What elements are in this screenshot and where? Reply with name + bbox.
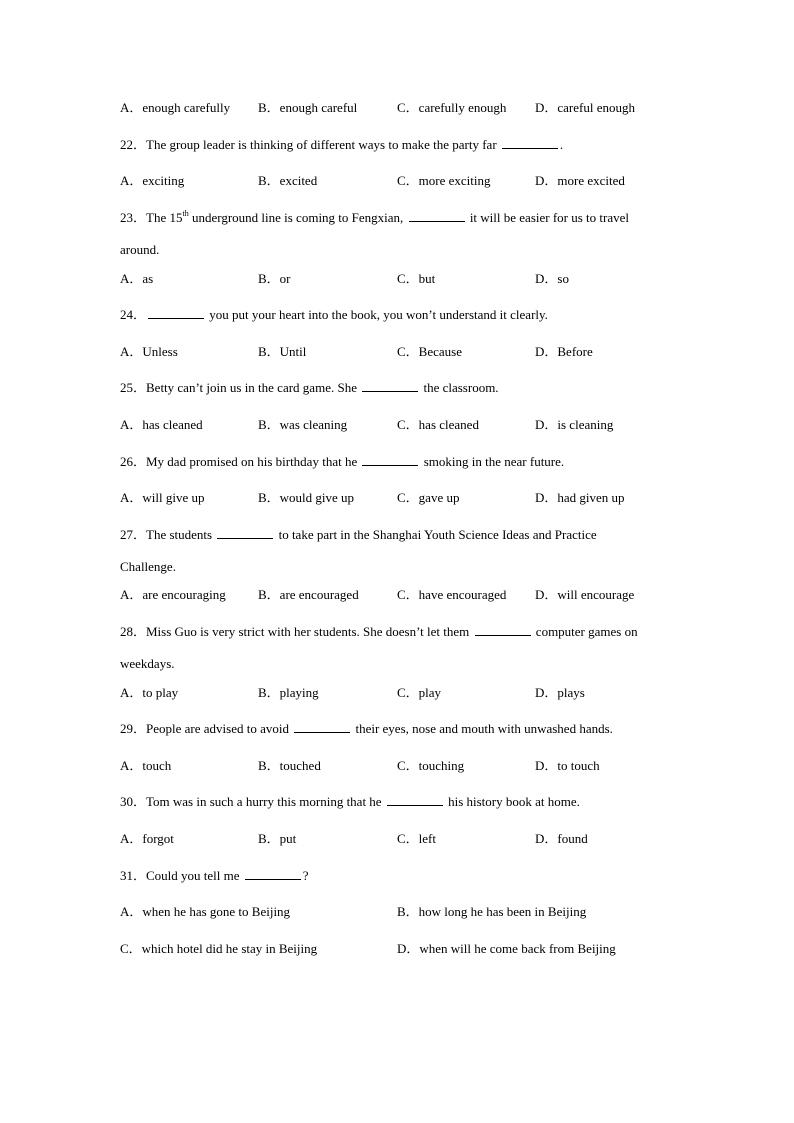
q26-option-c: C．gave up xyxy=(397,490,460,505)
q28-options xyxy=(120,685,680,701)
q27-option-a: A．are encouraging xyxy=(120,587,226,602)
q21-option-c: C．carefully enough xyxy=(397,100,507,115)
q21-options xyxy=(120,100,680,116)
q29-option-b: B．touched xyxy=(258,758,321,773)
q23-option-a: A．as xyxy=(120,271,154,286)
q23-option-b: B．or xyxy=(258,271,291,286)
q24-option-a: A．Unless xyxy=(120,344,178,359)
q29-options xyxy=(120,758,680,774)
q28-option-c: C．play xyxy=(397,685,442,700)
q25-option-c: C．has cleaned xyxy=(397,417,479,432)
q21-option-d: D．careful enough xyxy=(535,100,635,115)
q27-stem: 27．The students to take part in the Shanghai Youth Science Ideas and Practice xyxy=(120,527,597,542)
answer-blank xyxy=(475,624,531,636)
q30-option-a: A．forgot xyxy=(120,831,174,846)
q27-option-b: B．are encouraged xyxy=(258,587,359,602)
q31-options-row2 xyxy=(120,941,680,957)
q31-options-row1 xyxy=(120,904,680,920)
q28-option-b: B．playing xyxy=(258,685,319,700)
q22-options xyxy=(120,173,680,189)
q25-option-a: A．has cleaned xyxy=(120,417,203,432)
answer-blank xyxy=(362,454,418,466)
q24-stem: 24． you put your heart into the book, you won’t understand it clearly. xyxy=(120,307,548,322)
q29-option-c: C．touching xyxy=(397,758,465,773)
answer-blank xyxy=(409,210,465,222)
q22-option-c: C．more exciting xyxy=(397,173,491,188)
q22-option-b: B．excited xyxy=(258,173,318,188)
q27-option-d: D．will encourage xyxy=(535,587,635,602)
q31-option-c: C．which hotel did he stay in Beijing xyxy=(120,941,318,956)
q29-stem: 29．People are advised to avoid their eyes, nose and mouth with unwashed hands. xyxy=(120,721,613,736)
q25-stem: 25．Betty can’t join us in the card game. She the classroom. xyxy=(120,380,499,395)
answer-blank xyxy=(387,794,443,806)
q26-stem: 26．My dad promised on his birthday that he smoking in the near future. xyxy=(120,454,565,469)
q26-option-b: B．would give up xyxy=(258,490,355,505)
q22-option-d: D．more excited xyxy=(535,173,625,188)
q30-stem: 30．Tom was in such a hurry this morning that he his history book at home. xyxy=(120,794,580,809)
answer-blank xyxy=(217,527,273,539)
q23-options xyxy=(120,271,680,287)
q30-options xyxy=(120,831,680,847)
q26-option-a: A．will give up xyxy=(120,490,205,505)
q24-options xyxy=(120,344,680,360)
answer-blank xyxy=(362,380,418,392)
q28-stem-continued: weekdays. xyxy=(120,656,175,671)
q27-stem-continued: Challenge. xyxy=(120,559,176,574)
q27-options xyxy=(120,587,680,603)
q22-stem: 22．The group leader is thinking of different ways to make the party far . xyxy=(120,137,564,152)
q28-option-a: A．to play xyxy=(120,685,179,700)
q28-option-d: D．plays xyxy=(535,685,585,700)
q25-option-d: D．is cleaning xyxy=(535,417,614,432)
answer-blank xyxy=(148,307,204,319)
q29-option-d: D．to touch xyxy=(535,758,600,773)
q31-option-b: B．how long he has been in Beijing xyxy=(397,904,587,919)
q21-option-a: A．enough carefully xyxy=(120,100,231,115)
q23-stem-continued: around. xyxy=(120,242,160,257)
q24-option-b: B．Until xyxy=(258,344,307,359)
q31-option-d: D．when will he come back from Beijing xyxy=(397,941,616,956)
q22-option-a: A．exciting xyxy=(120,173,185,188)
q23-option-d: D．so xyxy=(535,271,569,286)
q23-stem: 23．The 15th underground line is coming to Fengxian, it will be easier for us to travel xyxy=(120,208,630,225)
q24-option-d: D．Before xyxy=(535,344,593,359)
q26-option-d: D．had given up xyxy=(535,490,625,505)
q27-option-c: C．have encouraged xyxy=(397,587,507,602)
q30-option-d: D．found xyxy=(535,831,588,846)
q30-option-c: C．left xyxy=(397,831,436,846)
q31-stem: 31．Could you tell me ? xyxy=(120,868,309,883)
q25-options xyxy=(120,417,680,433)
q21-option-b: B．enough careful xyxy=(258,100,358,115)
q31-option-a: A．when he has gone to Beijing xyxy=(120,904,291,919)
q30-option-b: B．put xyxy=(258,831,297,846)
q25-option-b: B．was cleaning xyxy=(258,417,348,432)
q28-stem: 28．Miss Guo is very strict with her students. She doesn’t let them computer games on xyxy=(120,624,638,639)
q24-option-c: C．Because xyxy=(397,344,462,359)
answer-blank xyxy=(245,868,301,880)
q29-option-a: A．touch xyxy=(120,758,172,773)
answer-blank xyxy=(294,721,350,733)
q26-options xyxy=(120,490,680,506)
answer-blank xyxy=(502,137,558,149)
q23-option-c: C．but xyxy=(397,271,436,286)
